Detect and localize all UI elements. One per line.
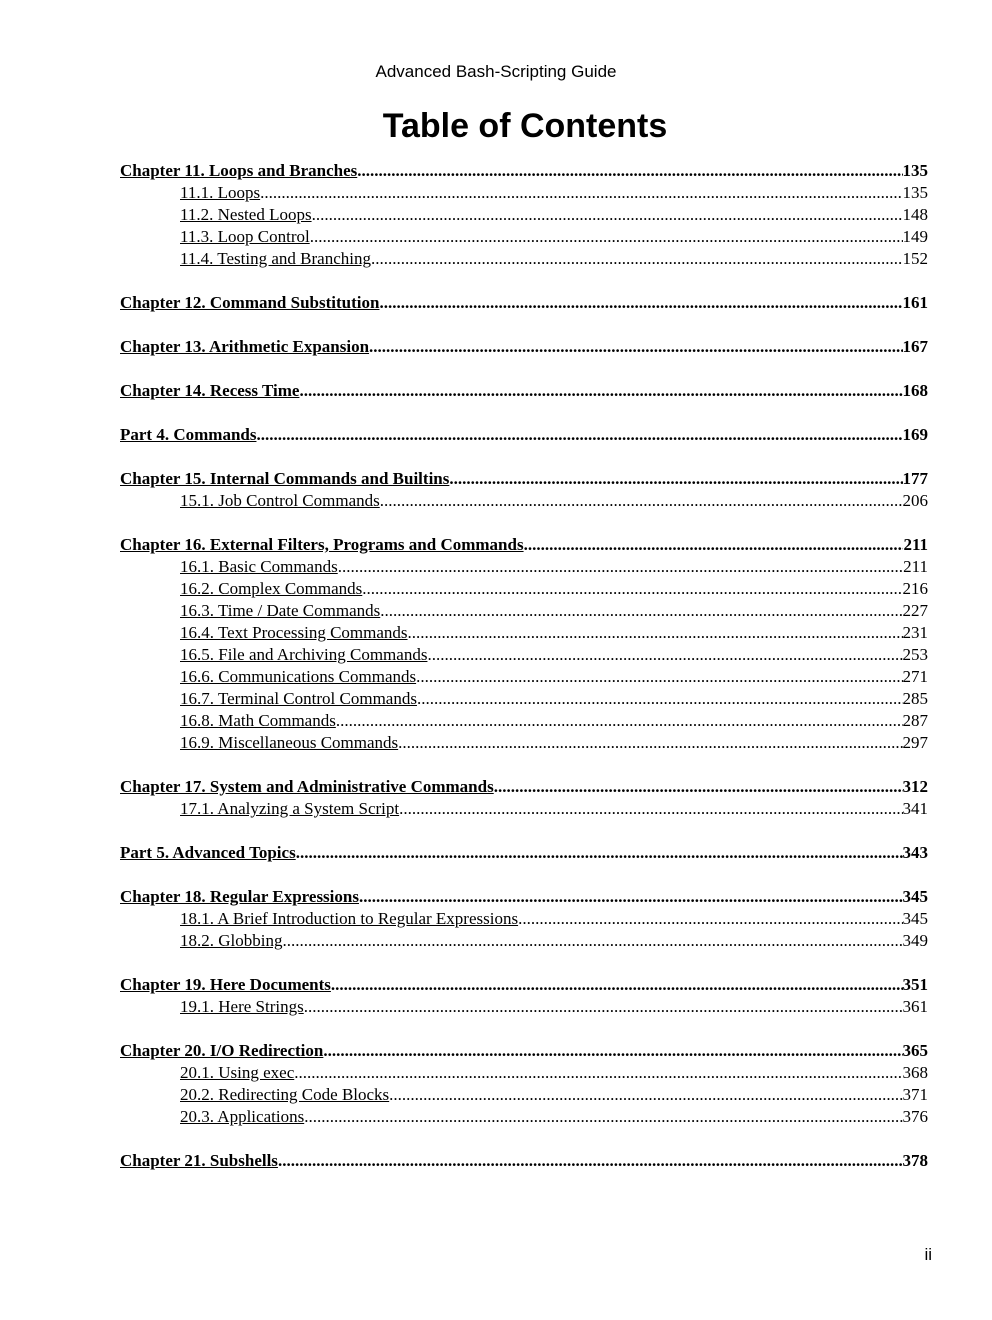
toc-link[interactable]: 16.3. Time / Date Commands [180, 601, 381, 620]
toc-link[interactable]: 16.1. Basic Commands [180, 557, 338, 576]
toc-entry-chapter [120, 1150, 928, 1172]
dot-leader [359, 886, 903, 908]
toc-entry-section [120, 226, 928, 248]
dot-leader [524, 534, 904, 556]
toc-entry-chapter [120, 336, 928, 358]
toc-page-number: 351 [902, 975, 928, 994]
dot-leader [312, 204, 903, 226]
toc-page-number: 216 [902, 579, 928, 598]
toc-link[interactable]: 16.2. Complex Commands [180, 579, 363, 598]
toc-link[interactable]: 18.1. A Brief Introduction to Regular Expressions [180, 909, 519, 928]
dot-leader [379, 292, 902, 314]
toc-page-number: 149 [902, 227, 928, 246]
dot-leader [323, 1040, 902, 1062]
toc-entry-chapter [120, 842, 928, 864]
toc-entry-section [120, 1062, 928, 1084]
dot-leader [380, 490, 903, 512]
toc-link[interactable]: Part 4. Commands [120, 425, 257, 444]
dot-leader [417, 688, 903, 710]
page-number: ii [924, 1245, 932, 1264]
toc-page-number: 376 [902, 1107, 928, 1126]
toc-page-number: 285 [902, 689, 928, 708]
dot-leader [278, 1150, 903, 1172]
toc-page-number: 231 [902, 623, 928, 642]
running-header: Advanced Bash-Scripting Guide [375, 62, 617, 81]
dot-leader [310, 226, 903, 248]
toc-page-number: 343 [902, 843, 928, 862]
dot-leader [304, 996, 903, 1018]
dot-leader [380, 600, 902, 622]
dot-leader [416, 666, 902, 688]
dot-leader [304, 1106, 902, 1128]
dot-leader [369, 336, 902, 358]
toc-page-number: 365 [902, 1041, 928, 1060]
toc-entry-section [120, 556, 928, 578]
dot-leader [362, 578, 902, 600]
dot-leader [256, 424, 902, 446]
dot-leader [518, 908, 902, 930]
toc-entry-chapter [120, 160, 928, 182]
toc-link[interactable]: 15.1. Job Control Commands [180, 491, 380, 510]
toc-page-number: 211 [903, 557, 928, 576]
table-of-contents [120, 160, 928, 1172]
dot-leader [449, 468, 902, 490]
dot-leader [294, 1062, 902, 1084]
toc-link[interactable]: 16.7. Terminal Control Commands [180, 689, 417, 708]
toc-link[interactable]: 16.4. Text Processing Commands [180, 623, 408, 642]
toc-page-number: 341 [902, 799, 928, 818]
toc-entry-section [120, 1106, 928, 1128]
dot-leader [331, 974, 903, 996]
dot-leader [408, 622, 903, 644]
toc-entry-section [120, 732, 928, 754]
toc-link[interactable]: Chapter 12. Command Substitution [120, 293, 380, 312]
toc-page-number: 345 [902, 887, 928, 906]
dot-leader [260, 182, 902, 204]
toc-page-number: 169 [902, 425, 928, 444]
toc-link[interactable]: Chapter 20. I/O Redirection [120, 1041, 324, 1060]
toc-entry-section [120, 908, 928, 930]
toc-page-number: 135 [902, 183, 928, 202]
toc-link[interactable]: 16.5. File and Archiving Commands [180, 645, 428, 664]
toc-entry-section [120, 710, 928, 732]
toc-link[interactable]: Chapter 19. Here Documents [120, 975, 331, 994]
dot-leader [399, 798, 902, 820]
toc-page-number: 167 [902, 337, 928, 356]
toc-link[interactable]: 19.1. Here Strings [180, 997, 304, 1016]
toc-page-number: 349 [902, 931, 928, 950]
toc-page-number: 253 [902, 645, 928, 664]
dot-leader [389, 1084, 902, 1106]
dot-leader [371, 248, 903, 270]
toc-link[interactable]: Chapter 21. Subshells [120, 1151, 278, 1170]
toc-link[interactable]: 18.2. Globbing [180, 931, 283, 950]
toc-entry-chapter [120, 292, 928, 314]
toc-page-number: 368 [902, 1063, 928, 1082]
toc-page-number: 361 [902, 997, 928, 1016]
toc-entry-section [120, 930, 928, 952]
toc-link[interactable]: 20.2. Redirecting Code Blocks [180, 1085, 390, 1104]
toc-link[interactable]: 17.1. Analyzing a System Script [180, 799, 400, 818]
toc-link[interactable]: 16.9. Miscellaneous Commands [180, 733, 399, 752]
toc-entry-section [120, 622, 928, 644]
toc-link[interactable]: 11.1. Loops [180, 183, 261, 202]
dot-leader [296, 842, 903, 864]
dot-leader [357, 160, 902, 182]
dot-leader [398, 732, 902, 754]
toc-entry-section [120, 248, 928, 270]
toc-entry-section [120, 644, 928, 666]
toc-entry-section [120, 688, 928, 710]
toc-link[interactable]: 20.1. Using exec [180, 1063, 295, 1082]
dot-leader [494, 776, 903, 798]
toc-page-number: 168 [902, 381, 928, 400]
toc-page-number: 345 [902, 909, 928, 928]
toc-entry-chapter [120, 468, 928, 490]
toc-page-number: 227 [902, 601, 928, 620]
toc-page-number: 371 [902, 1085, 928, 1104]
toc-link[interactable]: Chapter 17. System and Administrative Commands [120, 777, 494, 796]
toc-link[interactable]: Chapter 11. Loops and Branches [120, 161, 358, 180]
toc-page-number: 177 [902, 469, 928, 488]
toc-page-number: 271 [902, 667, 928, 686]
toc-page-number: 135 [902, 161, 928, 180]
toc-entry-section [120, 798, 928, 820]
toc-entry-chapter [120, 380, 928, 402]
toc-entry-section [120, 996, 928, 1018]
toc-page-number: 378 [902, 1151, 928, 1170]
toc-entry-section [120, 578, 928, 600]
toc-entry-section [120, 1084, 928, 1106]
toc-entry-section [120, 490, 928, 512]
toc-link[interactable]: 16.8. Math Commands [180, 711, 336, 730]
toc-link[interactable]: Part 5. Advanced Topics [120, 843, 296, 862]
toc-page-number: 211 [903, 535, 928, 554]
toc-entry-section [120, 666, 928, 688]
toc-page-number: 152 [902, 249, 928, 268]
dot-leader [282, 930, 902, 952]
toc-link[interactable]: Chapter 18. Regular Expressions [120, 887, 359, 906]
toc-entry-chapter [120, 534, 928, 556]
dot-leader [336, 710, 903, 732]
toc-link[interactable]: Chapter 16. External Filters, Programs and Commands [120, 535, 524, 554]
toc-entry-section [120, 182, 928, 204]
dot-leader [427, 644, 902, 666]
dot-leader [338, 556, 903, 578]
toc-page-number: 206 [902, 491, 928, 510]
toc-link[interactable]: 11.4. Testing and Branching [180, 249, 371, 268]
toc-link[interactable]: Chapter 14. Recess Time [120, 381, 300, 400]
toc-link[interactable]: 11.2. Nested Loops [180, 205, 312, 224]
toc-entry-chapter [120, 1040, 928, 1062]
page-title: Table of Contents [382, 107, 668, 145]
dot-leader [299, 380, 902, 402]
toc-page-number: 161 [902, 293, 928, 312]
toc-entry-chapter [120, 776, 928, 798]
toc-entry-chapter [120, 886, 928, 908]
toc-page-number: 148 [902, 205, 928, 224]
toc-link[interactable]: 20.3. Applications [180, 1107, 305, 1126]
toc-entry-section [120, 204, 928, 226]
toc-page-number: 297 [902, 733, 928, 752]
toc-link[interactable]: 11.3. Loop Control [180, 227, 310, 246]
toc-link[interactable]: Chapter 13. Arithmetic Expansion [120, 337, 370, 356]
toc-entry-section [120, 600, 928, 622]
toc-entry-chapter [120, 424, 928, 446]
toc-link[interactable]: 16.6. Communications Commands [180, 667, 417, 686]
toc-page-number: 312 [902, 777, 928, 796]
toc-page-number: 287 [902, 711, 928, 730]
toc-entry-chapter [120, 974, 928, 996]
toc-link[interactable]: Chapter 15. Internal Commands and Builtins [120, 469, 450, 488]
